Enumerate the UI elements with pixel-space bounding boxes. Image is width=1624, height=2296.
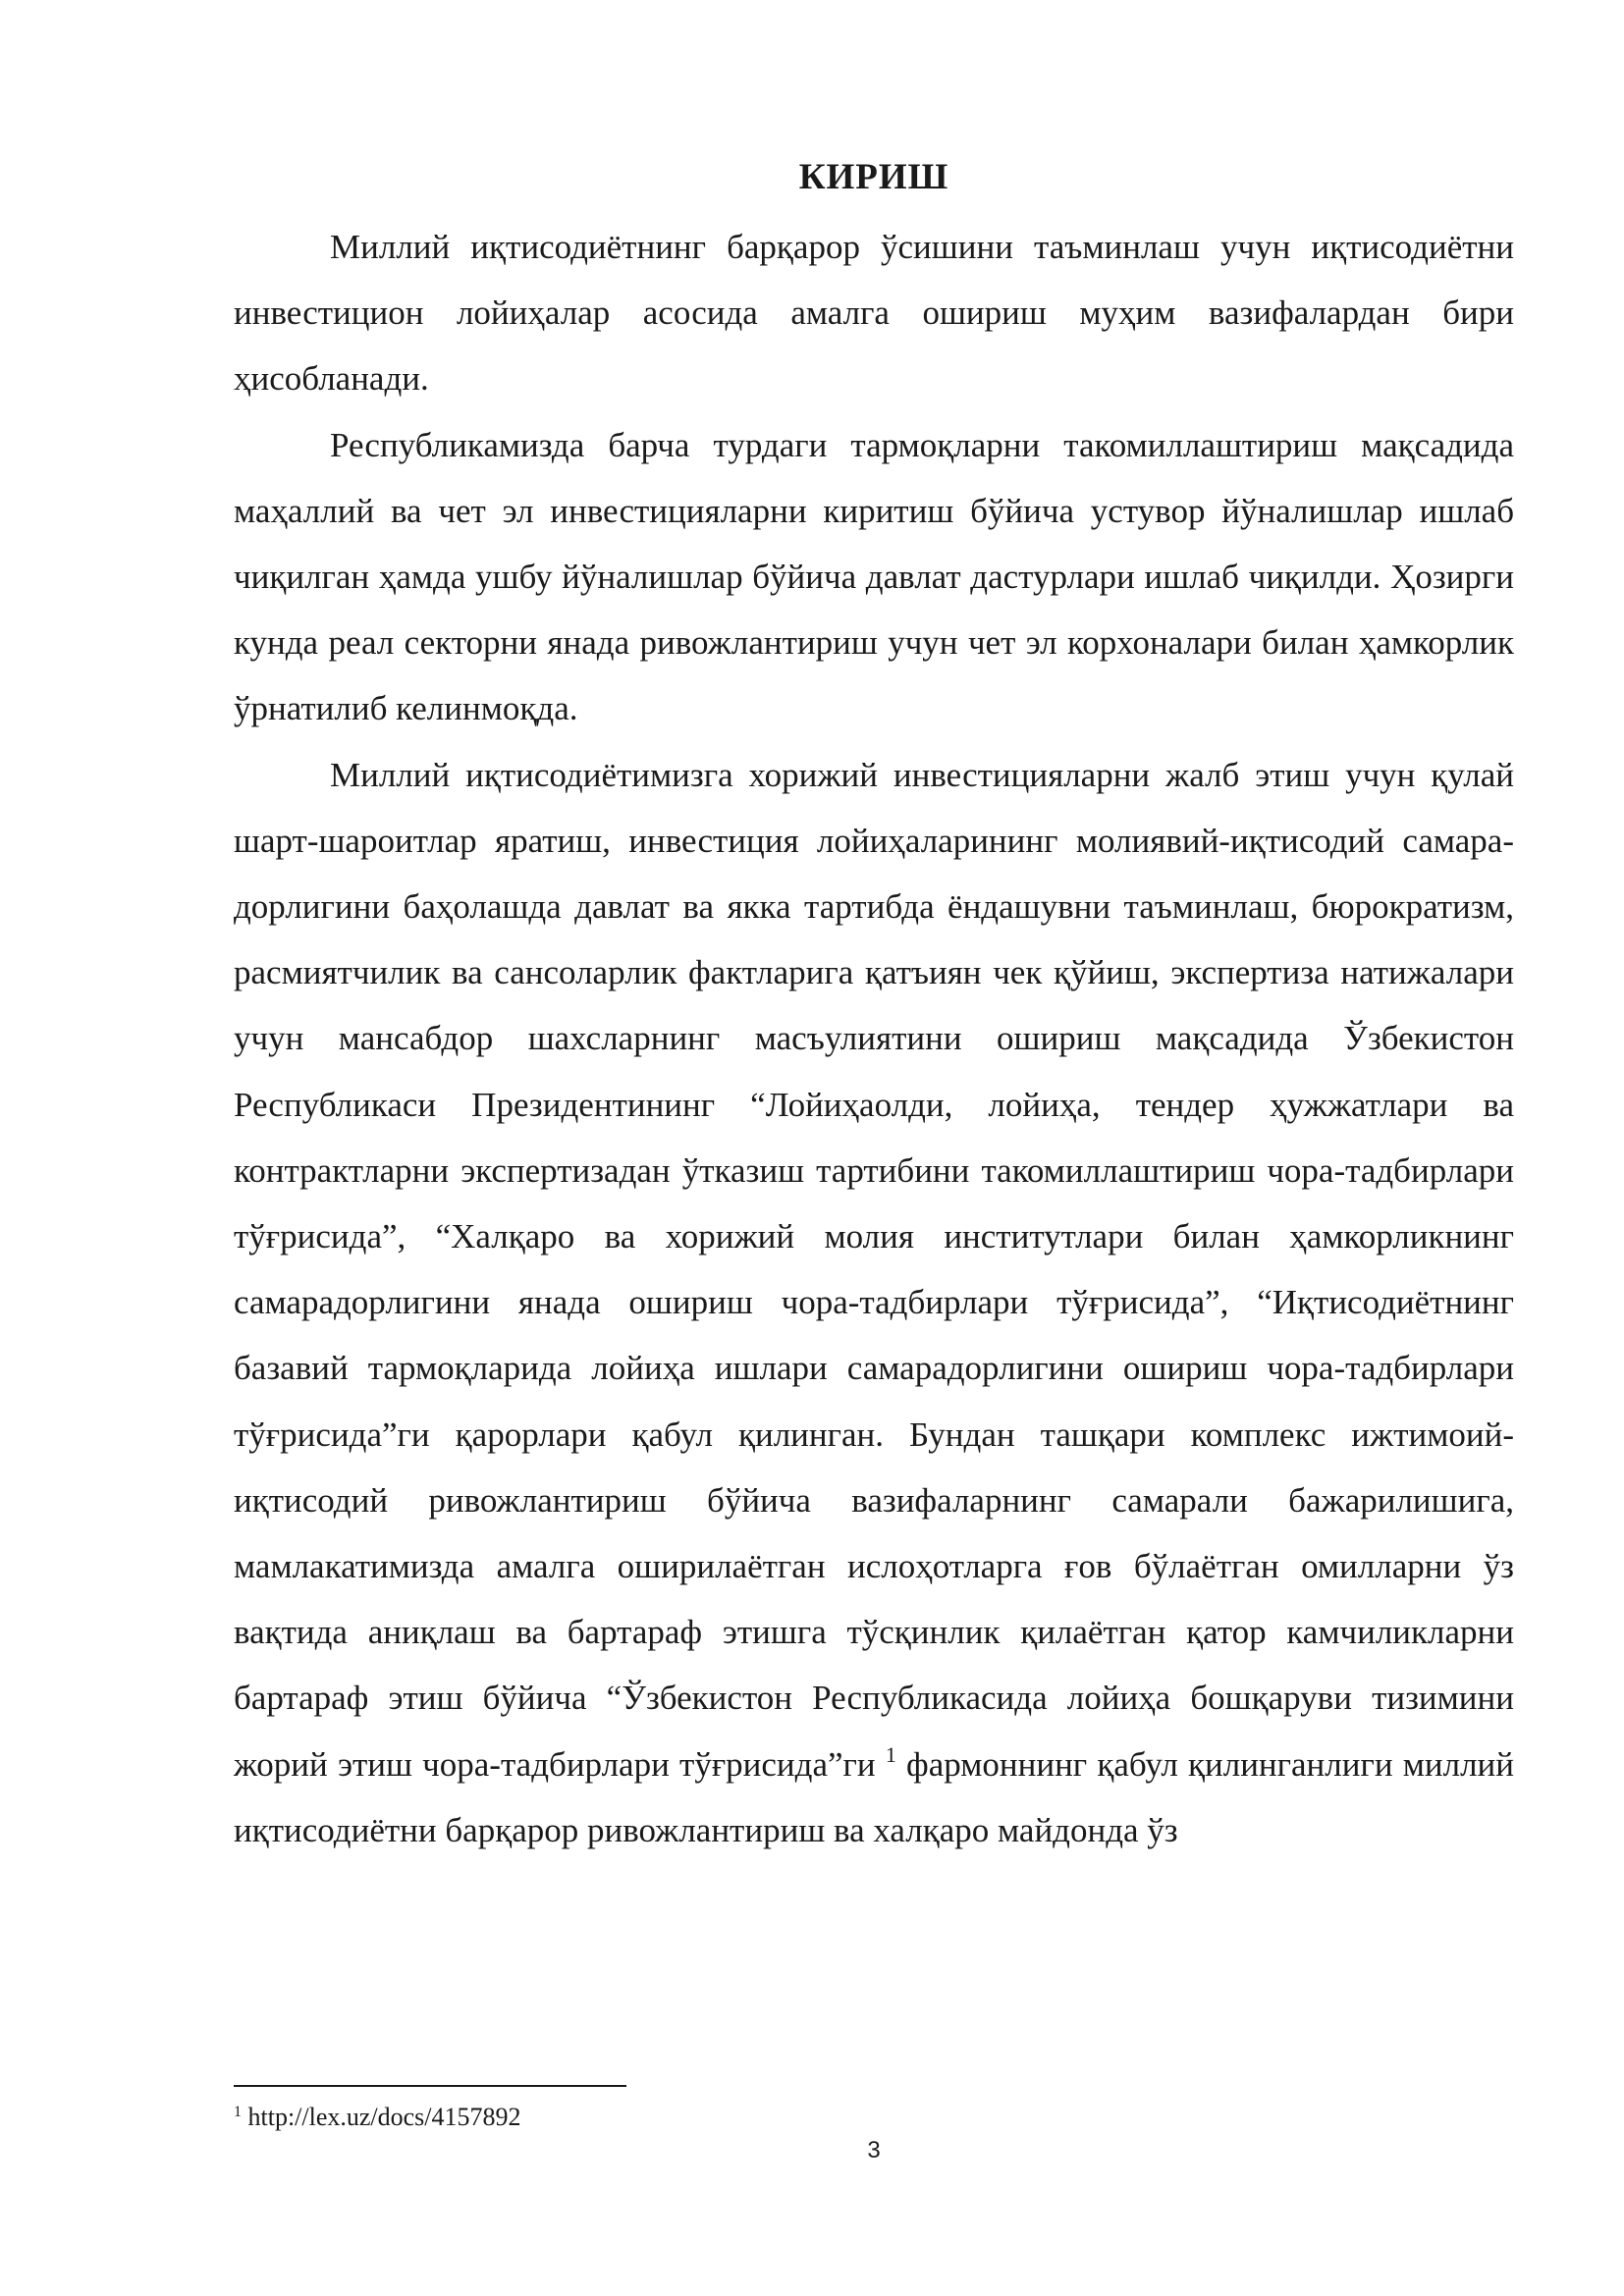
footnote-link[interactable]: http://lex.uz/docs/4157892 (247, 2103, 521, 2131)
paragraph-3-text: Миллий иқтисодиётимизга хорижий инвестицияларни жалб этиш учун қулай шарт-шароитлар яратиш, инвестиция лойиҳаларининг молиявий-иқтисодий самара- дорлигини баҳолашда давлат ва якка тартибда ёндашувни таъминлаш, бюрократизм, расмиятчилик ва сансоларлик фактларига қатъиян чек қўйиш, экспертиза натижалари учун мансабдор шахсларнинг масъулиятини ошириш мақсадида Ўзбекистон Республикаси Президентининг “Лойиҳаолди, лойиҳа, тендер ҳужжатлари ва контрактларни экспертизадан ўтказиш тартибини такомиллаштириш чора-тадбирлари тўғрисида”, “Халқаро ва хорижий молия институтлари билан ҳамкорликнинг самарадорлигини янада ошириш чора-тадбирлари тўғрисида”, “Иқтисодиётнинг базавий тармоқларида лойиҳа ишлари самарадорлигини ошириш чора-тадбирлари тўғрисида”ги қарорлари қабул қилинган. Бундан ташқари комплекс ижтимоий- иқтисодий ривожлантириш бўйича вазифаларнинг самарали бажарилишига, мамлакатимизда амалга оширилаётган ислоҳотларга ғов бўлаётган омилларни ўз вақтида аниқлаш ва бартараф этишга тўсқинлик қилаётган қатор камчиликларни бартараф этиш бўйича “Ўзбекистон Республикасида лойиҳа бошқаруви тизимини жорий этиш чора-тадбирлари тўғрисида”ги (234, 755, 1514, 1784)
page-number: 3 (867, 2137, 881, 2163)
footnote-reference: 1 (885, 1741, 896, 1767)
footnote-number: 1 (234, 2104, 242, 2120)
paragraph-3-continuation: фармоннинг қабул қилинганлиги миллий иқтисодиётни барқарор ривожлантириш ва халқаро майдонда ўз (234, 1744, 1515, 1849)
footnote-separator (234, 2085, 626, 2087)
page-heading: КИРИШ (798, 157, 949, 197)
body-text (234, 214, 1514, 1863)
paragraph-3 (234, 742, 1514, 1863)
footnote (234, 2102, 521, 2133)
paragraph-1: Миллий иқтисодиётнинг барқарор ўсишини таъминлаш учун иқтисодиётни инвестицион лойиҳалар асосида амалга ошириш муҳим вазифалардан бири ҳисобланади. (234, 228, 1514, 399)
paragraph-2: Республикамизда барча турдаги тармоқларни такомиллаштириш мақсадида маҳаллий ва чет эл инвестицияларни киритиш бўйича устувор йўналишлар ишлаб чиқилган ҳамда ушбу йўналишлар бўйича давлат дастурлари ишлаб чиқилди. Ҳозирги кунда реал секторни янада ривожлантириш учун чет эл корхоналари билан ҳамкорлик ўрнатилиб келинмоқда. (234, 425, 1514, 728)
